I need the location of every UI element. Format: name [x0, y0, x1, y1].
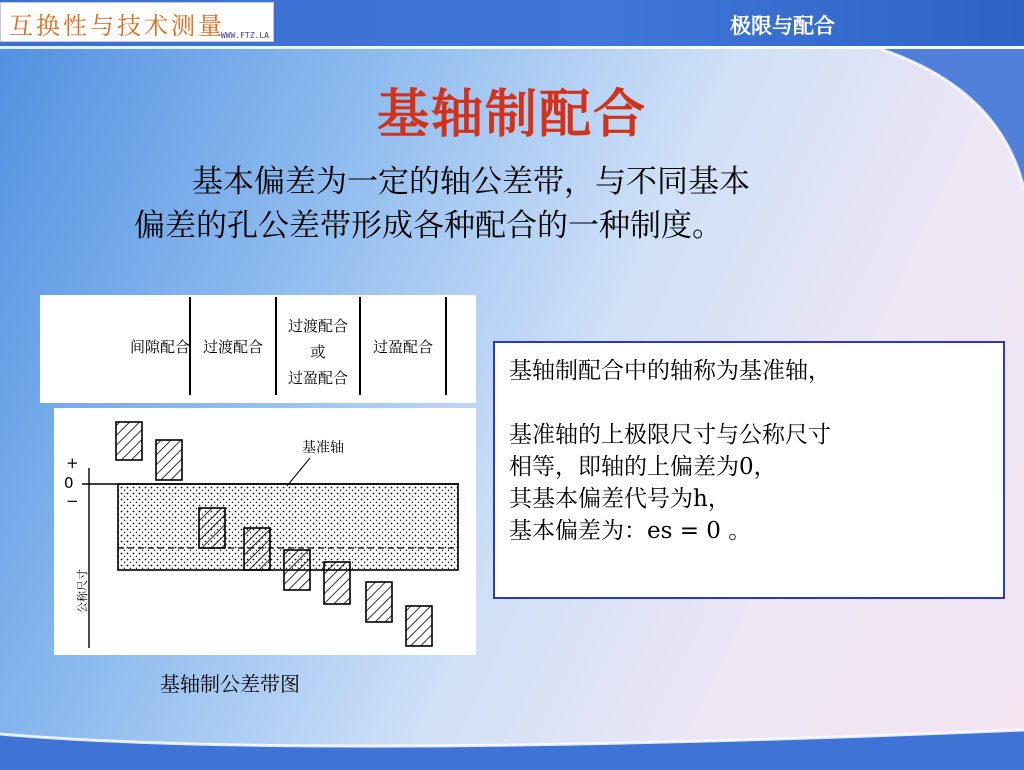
fit-category-strip: [40, 295, 476, 403]
hole-zone: [244, 528, 270, 570]
definition-line-1: 基本偏差为一定的轴公差带，与不同基本: [192, 164, 750, 200]
hole-zone: [406, 606, 432, 646]
category-mixed-or: 或: [310, 343, 326, 361]
category-mixed-transition: 过渡配合: [287, 317, 349, 335]
info-line: 基本偏差为：es = 0 。: [509, 518, 752, 544]
hole-zone: [116, 422, 142, 460]
axis-zero-label: 0: [64, 474, 74, 492]
hole-zone: [156, 440, 182, 480]
hole-zone: [284, 550, 310, 590]
info-line: 基准轴的上极限尺寸与公称尺寸: [509, 422, 831, 448]
datum-label: 基准轴: [302, 440, 344, 456]
category-clearance: 间隙配合: [129, 338, 191, 356]
axis-minus-label: −: [66, 492, 79, 510]
axis-plus-label: +: [66, 454, 79, 472]
hole-zone: [324, 562, 350, 604]
info-line: 其基本偏差代号为h，: [509, 486, 731, 512]
figure-caption: 基轴制公差带图: [160, 674, 300, 696]
category-transition: 过渡配合: [202, 338, 264, 356]
decorative-curve-bottom: [0, 690, 1024, 770]
logo: [0, 2, 274, 42]
category-mixed-interference: 过盈配合: [287, 369, 349, 387]
info-line: 基轴制配合中的轴称为基准轴，: [509, 358, 831, 384]
hole-zone: [366, 582, 392, 622]
definition-paragraph: [134, 160, 924, 248]
definition-line-2: 偏差的孔公差带形成各种配合的一种制度。: [134, 208, 723, 244]
section-title: 极限与配合: [730, 14, 835, 38]
category-interference: 过盈配合: [372, 338, 434, 356]
info-line: 相等，即轴的上偏差为0，: [509, 454, 777, 480]
header-divider: [0, 46, 1024, 49]
logo-url: WWW.FTZ.LA: [220, 31, 269, 40]
hole-zone: [199, 508, 225, 548]
axis-caption: 公称尺寸: [76, 569, 89, 613]
logo-text: 互换性与技术测量: [9, 12, 225, 40]
tolerance-zone-diagram: [54, 408, 476, 655]
info-box: [493, 341, 1005, 599]
datum-leader-line: [287, 458, 310, 486]
page-title: 基轴制配合: [376, 85, 647, 145]
